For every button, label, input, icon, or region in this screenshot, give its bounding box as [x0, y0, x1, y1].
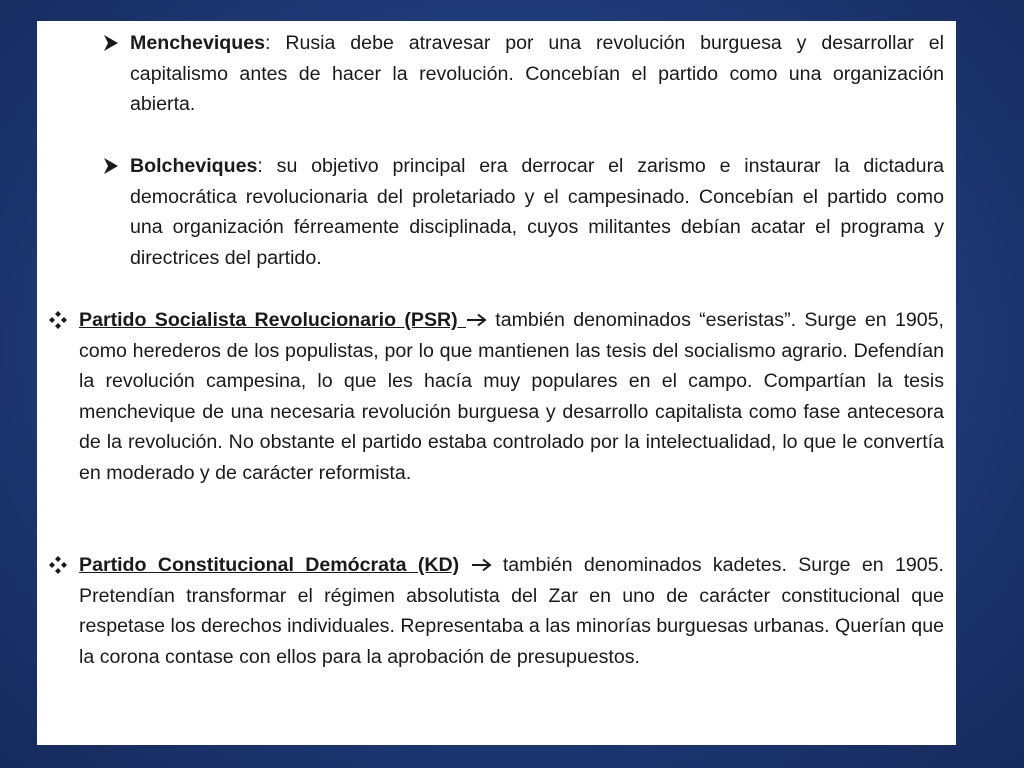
right-arrow-icon: [466, 313, 487, 327]
text-psr: también denominados “eseristas”. Surge en 1905, como herederos de los populistas, por lo que mantienen las tesis del socialismo agrario. Defendían la revolución campesina, lo que les hacía muy populares en el campo. Compartían la tesis menchevique de una necesaria revolución burguesa y desarrollo capitalista como fase antecesora de la revolución. No obstante el partido estaba controlado por la intelectualidad, lo que le convertía en moderado y de carácter reformista.: [79, 309, 944, 484]
bullet-mencheviques: [130, 28, 944, 120]
bullet-kd: [79, 550, 944, 672]
arrowhead-bullet-icon: [102, 34, 120, 52]
text-bolcheviques: : su objetivo principal era derrocar el zarismo e instaurar la dictadura democrática revolucionaria del proletariado y el campesinado. Concebían el partido como una organización férreamente disciplinada, cuyos militantes debían acatar el programa y directrices del partido.: [130, 155, 944, 269]
party-name-psr: Partido Socialista Revolucionario (PSR): [79, 309, 466, 331]
text-mencheviques: : Rusia debe atravesar por una revolución burguesa y desarrollar el capitalismo antes de hacer la revolución. Concebían el partido como una organización abierta.: [130, 32, 944, 115]
right-arrow-icon: [471, 558, 492, 572]
term-mencheviques: Mencheviques: [130, 32, 266, 54]
bullet-psr: [79, 305, 944, 488]
four-diamond-bullet-icon: [48, 555, 68, 575]
party-name-kd: Partido Constitucional Demócrata (KD): [79, 554, 460, 576]
slide-content-card: [37, 21, 956, 745]
text-kd: también denominados kadetes. Surge en 1905. Pretendían transformar el régimen absolutista del Zar en uno de carácter constitucional que respetase los derechos individuales. Representaba a las minorías burguesas urbanas. Querían que la corona contase con ellos para la aprobación de presupuestos.: [79, 554, 944, 668]
arrowhead-bullet-icon: [102, 157, 120, 175]
four-diamond-bullet-icon: [48, 310, 68, 330]
term-bolcheviques: Bolcheviques: [130, 155, 258, 177]
bullet-bolcheviques: [130, 151, 944, 273]
